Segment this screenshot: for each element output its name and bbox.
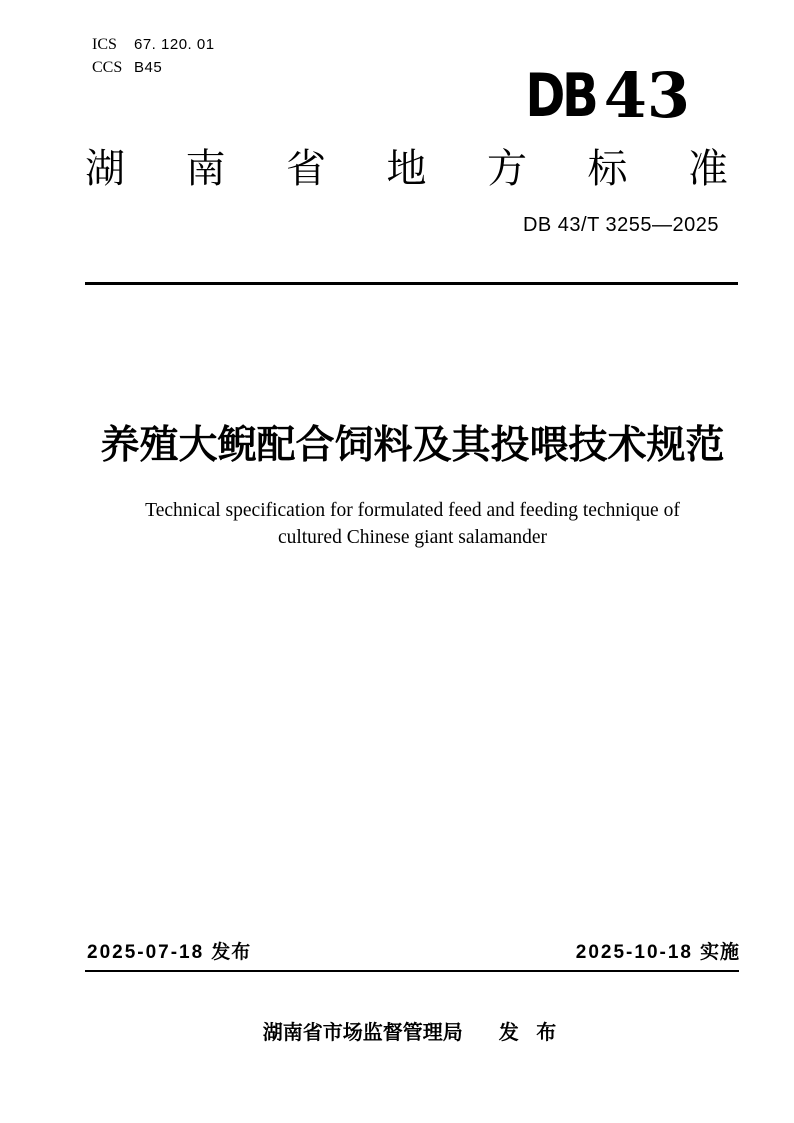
standard-type-char: 方 xyxy=(487,147,527,191)
publish-action-label: 发 布 xyxy=(498,1022,563,1044)
ccs-value: B45 xyxy=(134,59,163,76)
header-divider-rule xyxy=(85,282,738,285)
standard-type-char: 南 xyxy=(185,147,226,191)
ics-code-row xyxy=(92,33,215,56)
standard-type-char: 省 xyxy=(286,147,326,191)
publisher-row xyxy=(85,1019,740,1047)
document-title-en-line2: cultured Chinese giant salamander xyxy=(277,527,548,548)
document-title-en-line1: Technical specification for formulated feed and feeding technique of xyxy=(145,500,680,521)
classification-codes xyxy=(92,33,215,79)
footer-divider-rule xyxy=(85,970,739,972)
document-title-en xyxy=(85,497,740,551)
implement-date: 2025-10-18 xyxy=(575,942,693,963)
ccs-label: CCS xyxy=(92,59,123,76)
ics-label: ICS xyxy=(92,36,117,53)
db43-logo-region-code: 43 xyxy=(603,59,690,132)
standard-type-char: 准 xyxy=(688,147,728,191)
implement-date-group xyxy=(576,940,740,966)
issue-date-label: 发布 xyxy=(211,942,252,963)
standard-number: DB 43/T 3255—2025 xyxy=(522,214,719,236)
standard-type-title xyxy=(85,147,728,191)
db43-logo-prefix: DB xyxy=(525,61,596,131)
standard-type-char: 地 xyxy=(386,147,427,191)
standard-type-char: 标 xyxy=(587,147,628,191)
publisher-name: 湖南省市场监督管理局 xyxy=(262,1022,463,1044)
standard-type-char: 湖 xyxy=(85,147,125,191)
issue-date: 2025-07-18 xyxy=(87,942,205,963)
implement-date-label: 实施 xyxy=(699,942,740,963)
dates-row xyxy=(87,940,740,966)
issue-date-group xyxy=(87,940,251,966)
ics-value: 67. 120. 01 xyxy=(134,36,215,53)
document-title-cn: 养殖大鲵配合饲料及其投喂技术规范 xyxy=(100,424,725,467)
ccs-code-row xyxy=(92,56,215,79)
db43-logo xyxy=(508,59,690,132)
